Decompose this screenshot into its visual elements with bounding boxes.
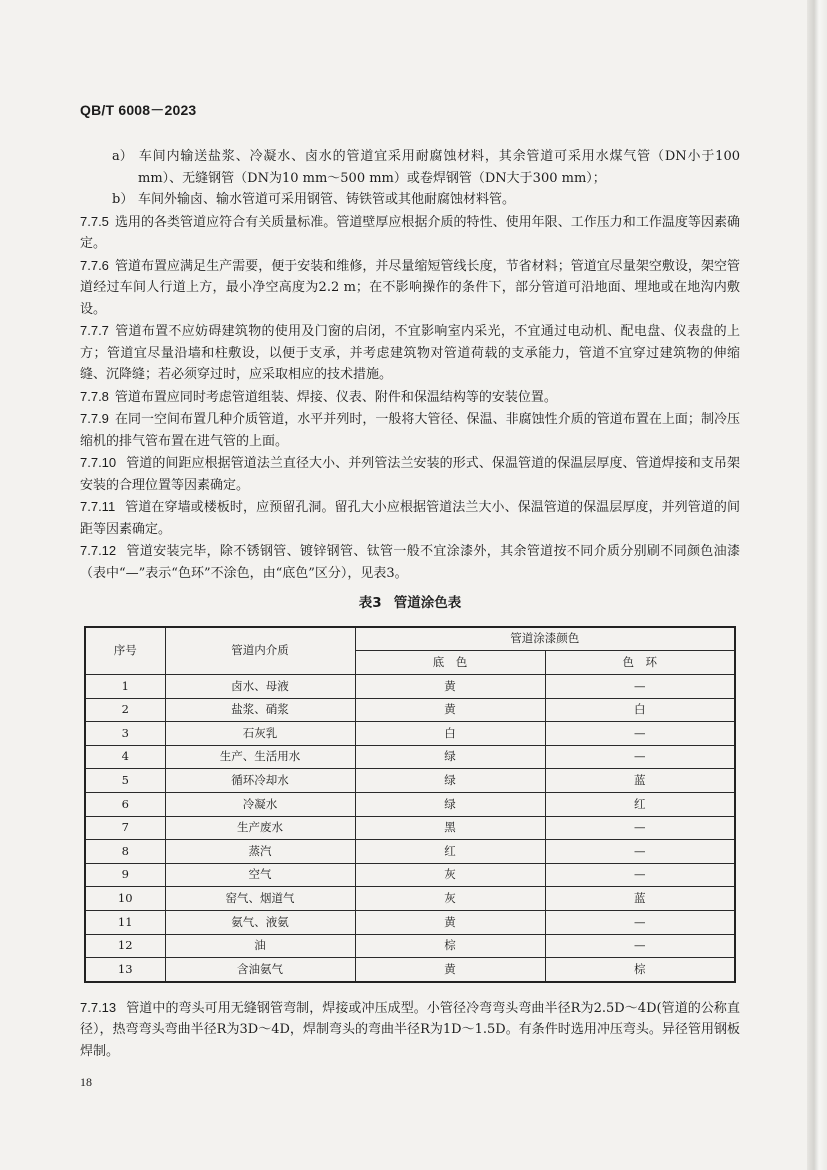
- clause-text: 管道布置应同时考虑管道组装、焊接、仪表、附件和保温结构等的安装位置。: [114, 389, 557, 405]
- cell-base-color: 棕: [355, 934, 545, 958]
- list-item-text: 车间内输送盐浆、冷凝水、卤水的管道宜采用耐腐蚀材料，其余管道可采用水煤气管（DN小于100 mm）、无缝钢管（DN为10 mm～500 mm）或卷焊钢管（DN大于300 mm）；: [138, 149, 740, 186]
- list-item-label: a）: [112, 149, 133, 164]
- page-number: 18: [80, 1075, 92, 1089]
- cell-seq: 12: [85, 934, 165, 958]
- cell-medium: 盐浆、硝浆: [165, 698, 355, 722]
- cell-ring-color: 蓝: [545, 769, 735, 793]
- cell-base-color: 黄: [355, 911, 545, 935]
- list-item-text: 车间外输卤、输水管道可采用钢管、铸铁管或其他耐腐蚀材料管。: [138, 192, 516, 207]
- cell-ring-color: 红: [545, 793, 735, 817]
- table-row: [85, 934, 735, 958]
- list-item-b: [80, 189, 740, 211]
- clause-number: 7.7.11: [80, 499, 116, 514]
- clause-text: 选用的各类管道应符合有关质量标准。管道壁厚应根据介质的特性、使用年限、工作压力和工作温度等因素确定。: [80, 214, 740, 251]
- clause-7-7-10: [80, 452, 740, 496]
- cell-medium: 冷凝水: [165, 793, 355, 817]
- table-body: [85, 675, 735, 982]
- cell-ring-color: —: [545, 934, 735, 958]
- cell-seq: 7: [85, 816, 165, 840]
- clause-7-7-11: [80, 496, 740, 540]
- clause-number: 7.7.8: [80, 388, 109, 404]
- table-header-row: [85, 627, 735, 651]
- cell-ring-color: —: [545, 911, 735, 935]
- cell-base-color: 灰: [355, 887, 545, 911]
- cell-ring-color: 蓝: [545, 887, 735, 911]
- cell-ring-color: —: [545, 722, 735, 746]
- header-seq: 序号: [85, 627, 165, 675]
- cell-base-color: 黄: [355, 675, 545, 699]
- cell-medium: 蒸汽: [165, 840, 355, 864]
- cell-base-color: 黄: [355, 958, 545, 982]
- clause-number: 7.7.12: [80, 543, 117, 558]
- cell-base-color: 绿: [355, 793, 545, 817]
- cell-ring-color: —: [545, 840, 735, 864]
- clause-7-7-6: [80, 255, 740, 321]
- cell-base-color: 黄: [355, 698, 545, 722]
- header-medium: 管道内介质: [165, 627, 355, 675]
- clause-number: 7.7.6: [80, 257, 109, 273]
- cell-medium: 空气: [165, 863, 355, 887]
- cell-medium: 循环冷却水: [165, 769, 355, 793]
- clause-text: 管道中的弯头可用无缝钢管弯制，焊接或冲压成型。小管径冷弯弯头弯曲半径R为2.5D～4D(管道的公称直径），热弯弯头弯曲半径R为3D～4D，焊制弯头的弯曲半径R为1D～1.5D。有条件时选用冲压弯头。异径管用钢板焊制。: [80, 1000, 740, 1059]
- table-row: [85, 863, 735, 887]
- pipe-color-table: [84, 626, 736, 983]
- cell-seq: 9: [85, 863, 165, 887]
- cell-seq: 10: [85, 887, 165, 911]
- cell-ring-color: —: [545, 745, 735, 769]
- clause-text: 管道布置不应妨碍建筑物的使用及门窗的启闭，不宜影响室内采光，不宜通过电动机、配电盘、仪表盘的上方；管道宜尽量沿墙和柱敷设，以便于支承，并考虑建筑物对管道荷载的支承能力，管道不宜穿过建筑物的伸缩缝、沉降缝；若必须穿过时，应采取相应的技术措施。: [80, 324, 740, 382]
- page-edge-shadow: [807, 0, 827, 1170]
- cell-base-color: 灰: [355, 863, 545, 887]
- cell-medium: 生产、生活用水: [165, 745, 355, 769]
- clause-text: 在同一空间布置几种介质管道，水平并列时，一般将大管径、保温、非腐蚀性介质的管道布置在上面；制冷压缩机的排气管布置在进气管的上面。: [80, 412, 740, 449]
- cell-medium: 卤水、母液: [165, 675, 355, 699]
- table-row: [85, 769, 735, 793]
- cell-medium: 石灰乳: [165, 722, 355, 746]
- header-color-group: 管道涂漆颜色: [355, 627, 735, 651]
- cell-seq: 5: [85, 769, 165, 793]
- after-table: [80, 997, 740, 1063]
- clause-7-7-8: [80, 386, 740, 409]
- clause-number: 7.7.5: [80, 213, 109, 229]
- table-row: [85, 911, 735, 935]
- cell-base-color: 绿: [355, 769, 545, 793]
- cell-base-color: 黑: [355, 816, 545, 840]
- cell-ring-color: 棕: [545, 958, 735, 982]
- cell-seq: 3: [85, 722, 165, 746]
- table-title: [80, 593, 740, 615]
- cell-seq: 11: [85, 911, 165, 935]
- clause-7-7-12: [80, 540, 740, 584]
- clause-number: 7.7.10: [80, 455, 117, 470]
- document-body: [80, 146, 740, 1062]
- header-base-color: 底 色: [355, 651, 545, 675]
- cell-seq: 6: [85, 793, 165, 817]
- cell-medium: 油: [165, 934, 355, 958]
- cell-medium: 生产废水: [165, 816, 355, 840]
- cell-ring-color: —: [545, 675, 735, 699]
- clause-7-7-5: [80, 211, 740, 255]
- cell-seq: 13: [85, 958, 165, 982]
- table-row: [85, 722, 735, 746]
- standard-code-header: QB/T 6008－2023: [80, 102, 197, 118]
- clause-text: 管道布置应满足生产需要，便于安装和维修，并尽量缩短管线长度，节省材料；管道宜尽量架空敷设，架空管道经过车间人行道上方，最小净空高度为2.2 m；在不影响操作的条件下，部分管道可沿地面、埋地或在地沟内敷设。: [80, 258, 740, 317]
- clause-7-7-13: [80, 997, 740, 1063]
- table-row: [85, 698, 735, 722]
- clause-number: 7.7.13: [80, 999, 117, 1015]
- cell-base-color: 绿: [355, 745, 545, 769]
- cell-base-color: 白: [355, 722, 545, 746]
- cell-seq: 2: [85, 698, 165, 722]
- cell-ring-color: —: [545, 816, 735, 840]
- table-row: [85, 675, 735, 699]
- cell-medium: 氨气、液氨: [165, 911, 355, 935]
- table-row: [85, 793, 735, 817]
- clause-7-7-7: [80, 320, 740, 386]
- table-caption: 管道涂色表: [393, 595, 462, 611]
- table-row: [85, 958, 735, 982]
- header-ring-color: 色 环: [545, 651, 735, 675]
- list-item-a: [80, 146, 740, 189]
- cell-base-color: 红: [355, 840, 545, 864]
- table-row: [85, 887, 735, 911]
- table-number: 表3: [358, 595, 382, 611]
- cell-seq: 8: [85, 840, 165, 864]
- clause-7-7-9: [80, 408, 740, 452]
- clause-text: 管道在穿墙或楼板时，应预留孔洞。留孔大小应根据管道法兰大小、保温管道的保温层厚度，并列管道的间距等因素确定。: [80, 500, 740, 537]
- table-row: [85, 816, 735, 840]
- cell-seq: 4: [85, 745, 165, 769]
- list-item-label: b）: [112, 192, 134, 207]
- clause-text: 管道的间距应根据管道法兰直径大小、并列管法兰安装的形式、保温管道的保温层厚度、管道焊接和支吊架安装的合理位置等因素确定。: [80, 456, 740, 493]
- clause-number: 7.7.7: [80, 323, 109, 338]
- table-row: [85, 840, 735, 864]
- clause-number: 7.7.9: [80, 411, 109, 426]
- clause-text: 管道安装完毕，除不锈钢管、镀锌钢管、钛管一般不宜涂漆外，其余管道按不同介质分别刷不同颜色油漆（表中“—”表示“色环”不涂色，由“底色”区分），见表3。: [80, 544, 740, 581]
- table-row: [85, 745, 735, 769]
- cell-ring-color: —: [545, 863, 735, 887]
- cell-ring-color: 白: [545, 698, 735, 722]
- cell-seq: 1: [85, 675, 165, 699]
- cell-medium: 窑气、烟道气: [165, 887, 355, 911]
- cell-medium: 含油氨气: [165, 958, 355, 982]
